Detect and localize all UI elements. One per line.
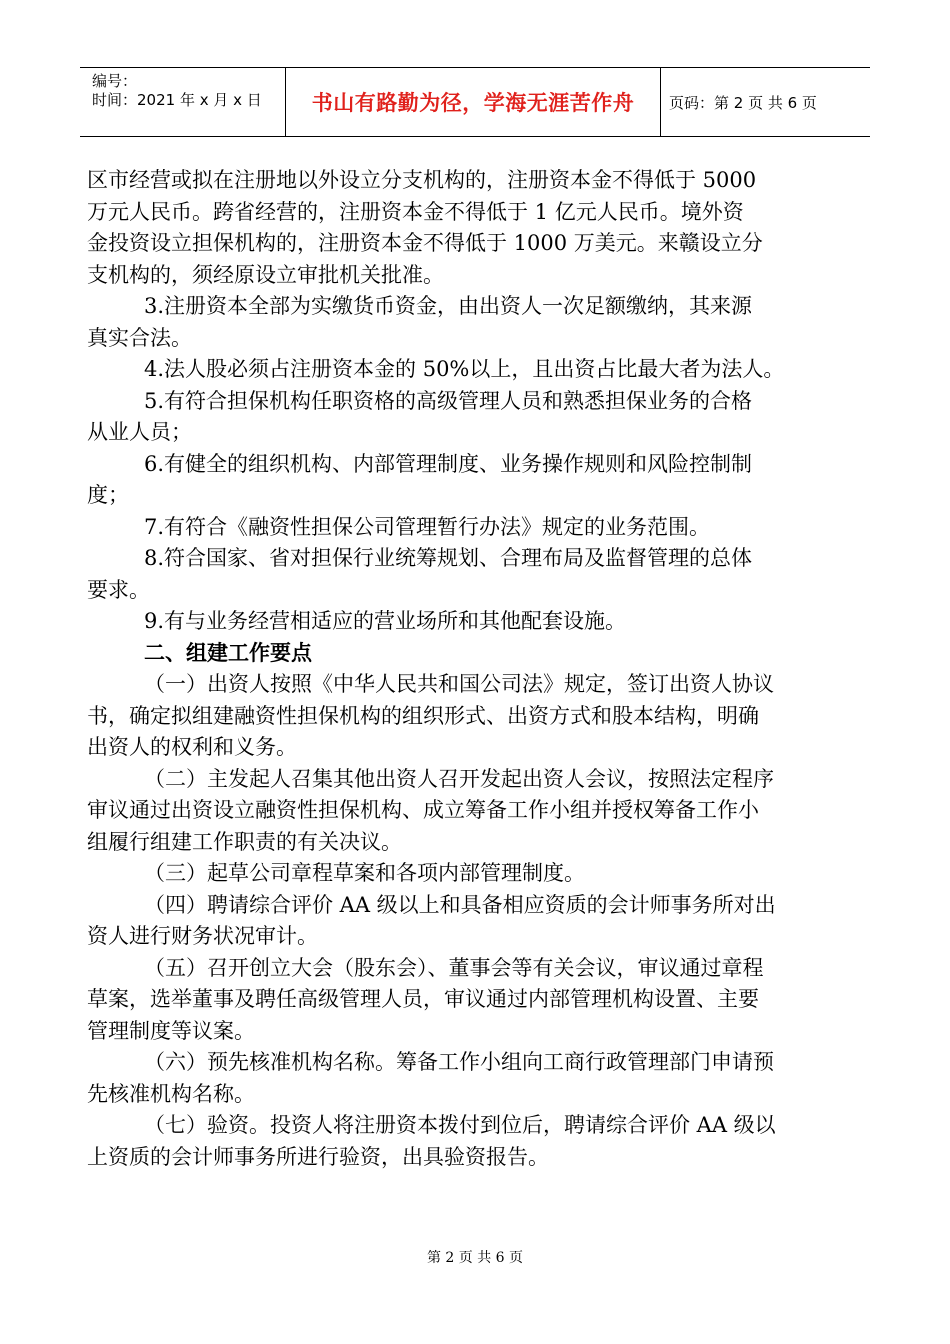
body-line: 审议通过出资设立融资性担保机构、成立筹备工作小组并授权筹备工作小: [87, 798, 759, 822]
page-header: [80, 67, 870, 137]
body-line: 3.注册资本全部为实缴货币资金，由出资人一次足额缴纳，其来源: [144, 294, 753, 318]
body-line: 草案，选举董事及聘任高级管理人员，审议通过内部管理机构设置、主要: [87, 987, 759, 1011]
body-line: （二）主发起人召集其他出资人召开发起出资人会议，按照法定程序: [144, 766, 774, 791]
page-footer: 第 2 页 共 6 页: [426, 1250, 524, 1266]
body-line: 先核准机构名称。: [87, 1081, 255, 1106]
body-line: 管理制度等议案。: [87, 1018, 255, 1043]
body-line: 上资质的会计师事务所进行验资，出具验资报告。: [87, 1144, 549, 1169]
body-line: 要求。: [87, 577, 150, 602]
body-line: 出资人的权利和义务。: [87, 735, 297, 759]
header-page-info: 页码：第 2 页 共 6 页: [669, 93, 817, 112]
body-line: 7.有符合《融资性担保公司管理暂行办法》规定的业务范围。: [144, 514, 711, 539]
body-line: 9.有与业务经营相适应的营业场所和其他配套设施。: [144, 609, 627, 633]
body-line: （六）预先核准机构名称。筹备工作小组向工商行政管理部门申请预: [144, 1050, 774, 1074]
body-line: （七）验资。投资人将注册资本拨付到位后，聘请综合评价 AA 级以: [144, 1113, 776, 1137]
body-line: 5.有符合担保机构任职资格的高级管理人员和熟悉担保业务的合格: [144, 388, 753, 413]
header-meta: [80, 68, 285, 136]
document-number-label: 编号：: [92, 72, 138, 90]
body-line: 度；: [87, 483, 129, 507]
body-line: 从业人员；: [87, 420, 192, 444]
body-line: 6.有健全的组织机构、内部管理制度、业务操作规则和风险控制制: [144, 451, 753, 476]
body-line: 金投资设立担保机构的，注册资本金不得低于 1000 万美元。来赣设立分: [87, 231, 763, 255]
body-line: （五）召开创立大会（股东会）、董事会等有关会议，审议通过章程: [144, 955, 764, 980]
body-line: 支机构的，须经原设立审批机关批准。: [87, 262, 444, 287]
body-line: 8.符合国家、省对担保行业统筹规划、合理布局及监督管理的总体: [144, 546, 753, 570]
body-line: 万元人民币。跨省经营的，注册资本金不得低于 1 亿元人民币。境外资: [87, 199, 744, 224]
document-date-label: 时间：2021 年 x 月 x 日: [92, 91, 262, 109]
body-line: 区市经营或拟在注册地以外设立分支机构的，注册资本金不得低于 5000: [87, 168, 757, 192]
body-line: （一）出资人按照《中华人民共和国公司法》规定，签订出资人协议: [144, 672, 774, 696]
body-line: 真实合法。: [87, 325, 192, 350]
body-line: （三）起草公司章程草案和各项内部管理制度。: [144, 861, 585, 885]
body-line: （四）聘请综合评价 AA 级以上和具备相应资质的会计师事务所对出: [144, 892, 776, 917]
header-motto: 书山有路勤为径，学海无涯苦作舟: [285, 68, 661, 136]
document-body: [87, 165, 859, 1173]
body-line: 资人进行财务状况审计。: [87, 924, 318, 948]
body-line: 组履行组建工作职责的有关决议。: [87, 829, 402, 854]
body-line: 书，确定拟组建融资性担保机构的组织形式、出资方式和股本结构，明确: [87, 703, 759, 728]
body-line: 4.法人股必须占注册资本金的 50%以上，且出资占比最大者为法人。: [144, 357, 785, 381]
section-heading: 二、组建工作要点: [144, 640, 312, 665]
